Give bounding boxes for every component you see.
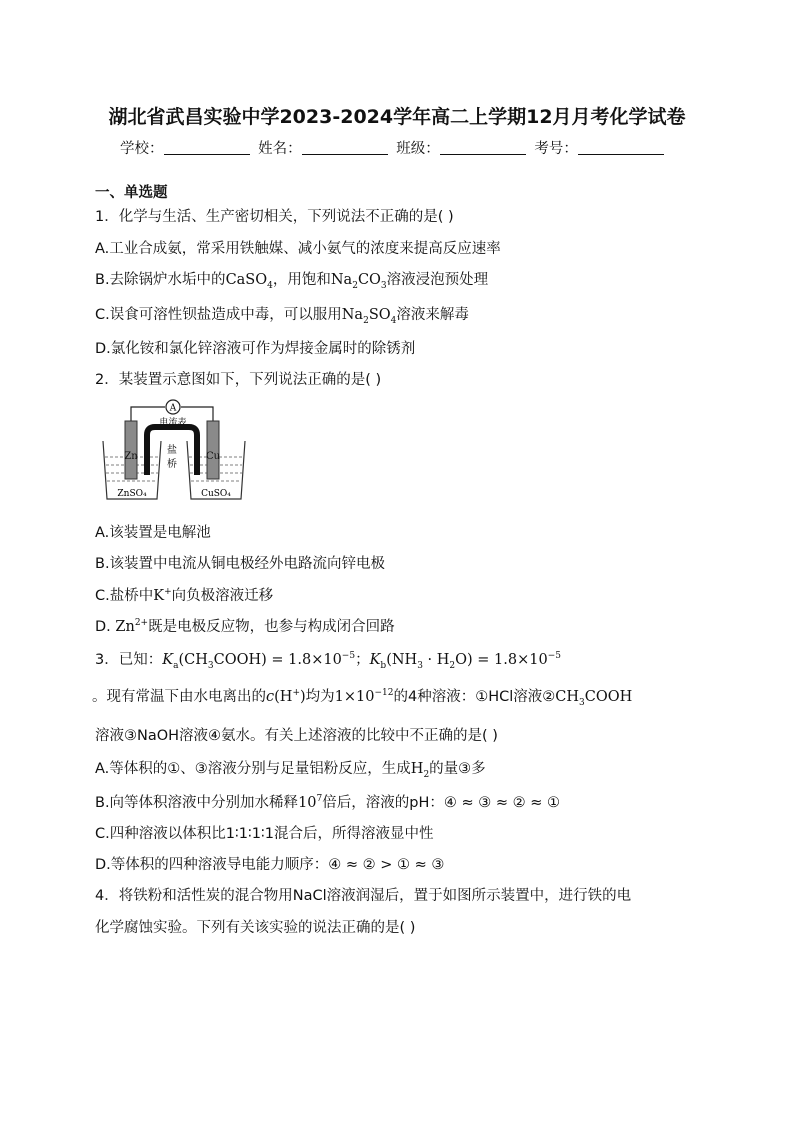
section-heading: 一、单选题 [95,185,168,201]
school-blank[interactable] [164,140,250,155]
ammeter-symbol: A [169,403,177,414]
salt-bridge-label-1: 盐 [167,445,177,456]
q1-stem: 1．化学与生活、生产密切相关，下列说法不正确的是( ) [95,209,454,225]
q3-a-text1: A.等体积的①、③溶液分别与足量铝粉反应，生成 [95,761,411,777]
q3-sep: ； [355,652,370,668]
q1-option-a: A.工业合成氨，常采用铁触媒、减小氨气的浓度来提高反应速率 [95,241,501,257]
copper-electrode [207,421,219,479]
q3-l2-val: 1×10 [334,689,375,705]
q1-b-text1: B.去除锅炉水垢中的 [95,272,226,288]
q1-b-chem1: CaSO [225,272,268,288]
name-blank[interactable] [302,140,388,155]
q2-c-text1: C.盐桥中 [95,588,154,604]
q3-l2-sub: 3 [579,697,585,708]
class-label: 班级： [396,141,440,157]
q1-b-text2: ，用饱和 [272,272,331,288]
q1-c-text2: 溶液来解毒 [396,307,469,323]
q3-option-a [95,757,486,780]
q4-stem-line2: 化学腐蚀实验。下列有关该实验的说法正确的是( ) [95,920,416,936]
right-solution-label: CuSO₄ [201,489,231,499]
q3-b-text1: B.向等体积溶液中分别加水稀释 [95,795,299,811]
q3-kb-sub3: 2 [449,660,456,671]
q2-c-ion: K [153,588,165,604]
q3-kb-sup: −5 [547,651,561,662]
q2-option-b: B.该装置中电流从铜电极经外电路流向锌电极 [95,556,386,572]
q2-option-c [95,584,273,605]
name-label: 姓名： [258,141,302,157]
copper-label: Cu [205,451,221,462]
q3-l2-h: (H [274,689,293,705]
page-title: 湖北省武昌实验中学2023-2024学年高二上学期12月月考化学试卷 [108,106,686,128]
q3-ka-sub: a [173,660,179,671]
q3-option-c: C.四种溶液以体积比1∶1∶1∶1混合后，所得溶液显中性 [95,826,434,842]
school-label: 学校： [120,141,164,157]
q3-l2-text1: 。现有常温下由水电离出的 [92,689,266,705]
q4-stem-line1: 4．将铁粉和活性炭的混合物用NaCl溶液润湿后，置于如图所示装置中，进行铁的电 [95,888,632,904]
q3-l2-h2: ) [299,689,306,705]
q3-b-text2: 倍后，溶液的pH：④ ≈ ③ ≈ ② ≈ ① [322,795,560,811]
salt-bridge-label-2: 桥 [167,459,177,470]
q1-c-sub2: 4 [390,315,397,326]
q2-d-text2: 既是电极反应物，也参与构成闭合回路 [148,619,395,635]
q3-option-d: D.等体积的四种溶液导电能力顺序：④ ≈ ② > ① ≈ ③ [95,857,445,873]
q3-ka-sup: −5 [341,651,356,662]
q3-kb-expr3: O) = 1.8×10 [455,652,548,668]
q3-b-num: 10 [298,795,317,811]
left-solution-label: ZnSO₄ [117,489,147,499]
q3-kb-sub2: 3 [417,660,423,671]
number-blank[interactable] [578,140,664,155]
q3-l2-mid: 均为 [305,689,335,705]
q2-option-d [95,615,395,636]
q3-kb-sub: b [380,660,387,671]
q1-b-sub2a: 2 [352,280,358,291]
q2-stem: 2．某装置示意图如下，下列说法正确的是( ) [95,372,382,388]
q2-c-text2: 向负极溶液迁移 [171,588,274,604]
q3-a-text2: 的量③多 [429,761,486,777]
q3-stem-text: 3．已知： [95,652,163,668]
q1-c-sub1: 2 [363,315,369,326]
q3-line2 [92,685,632,708]
q3-stem [95,648,561,671]
q3-a-sub: 2 [423,769,430,780]
q3-option-b [95,791,560,812]
q2-c-sup: + [164,587,172,598]
zinc-label: Zn [124,451,138,462]
q3-a-chem: H [410,761,424,777]
q2-d-text1: D. [95,619,116,635]
q3-kb-expr2: · H [422,652,450,668]
q3-b-sup: 7 [316,794,323,805]
q1-b-chem2b: CO [357,272,381,288]
q2-d-sup: 2+ [134,618,149,629]
galvanic-cell-figure [99,399,249,505]
class-blank[interactable] [440,140,526,155]
q3-l2-text2: 的4种溶液：①HCl溶液② [393,689,556,705]
q1-b-sub1: 4 [267,280,273,291]
q1-b-chem2a: Na [330,272,353,288]
q1-option-c [95,303,469,326]
q3-l2-chem2: COOH [584,689,633,705]
q3-kb: K [369,652,381,668]
q3-l2-hsup: + [292,688,300,699]
q1-b-sub2b: 3 [380,280,387,291]
header-fields [120,137,668,158]
q3-ka-expr: (CH [178,652,208,668]
q3-kb-expr: (NH [386,652,418,668]
q3-l2-chem: CH [555,689,580,705]
zinc-electrode [125,421,137,479]
q3-ka: K [162,652,174,668]
q1-c-chem1: Na [341,307,364,323]
q1-c-chem2: SO [368,307,391,323]
q1-option-b [95,268,488,291]
q3-l2-c: c [266,689,275,705]
ammeter-label: 电流表 [159,418,187,428]
q3-line3: 溶液③NaOH溶液④氨水。有关上述溶液的比较中不正确的是( ) [95,728,498,744]
q3-ka-sub2: 3 [207,660,214,671]
q1-c-text1: C.误食可溶性钡盐造成中毒，可以服用 [95,307,342,323]
q2-option-a: A.该装置是电解池 [95,525,211,541]
q2-d-ion: Zn [115,619,135,635]
q3-ka-expr2: COOH) = 1.8×10 [213,652,342,668]
q1-b-text3: 溶液浸泡预处理 [386,272,489,288]
number-label: 考号： [534,141,578,157]
q3-l2-sup: −12 [374,688,394,699]
q1-option-d: D.氯化铵和氯化锌溶液可作为焊接金属时的除锈剂 [95,341,416,357]
